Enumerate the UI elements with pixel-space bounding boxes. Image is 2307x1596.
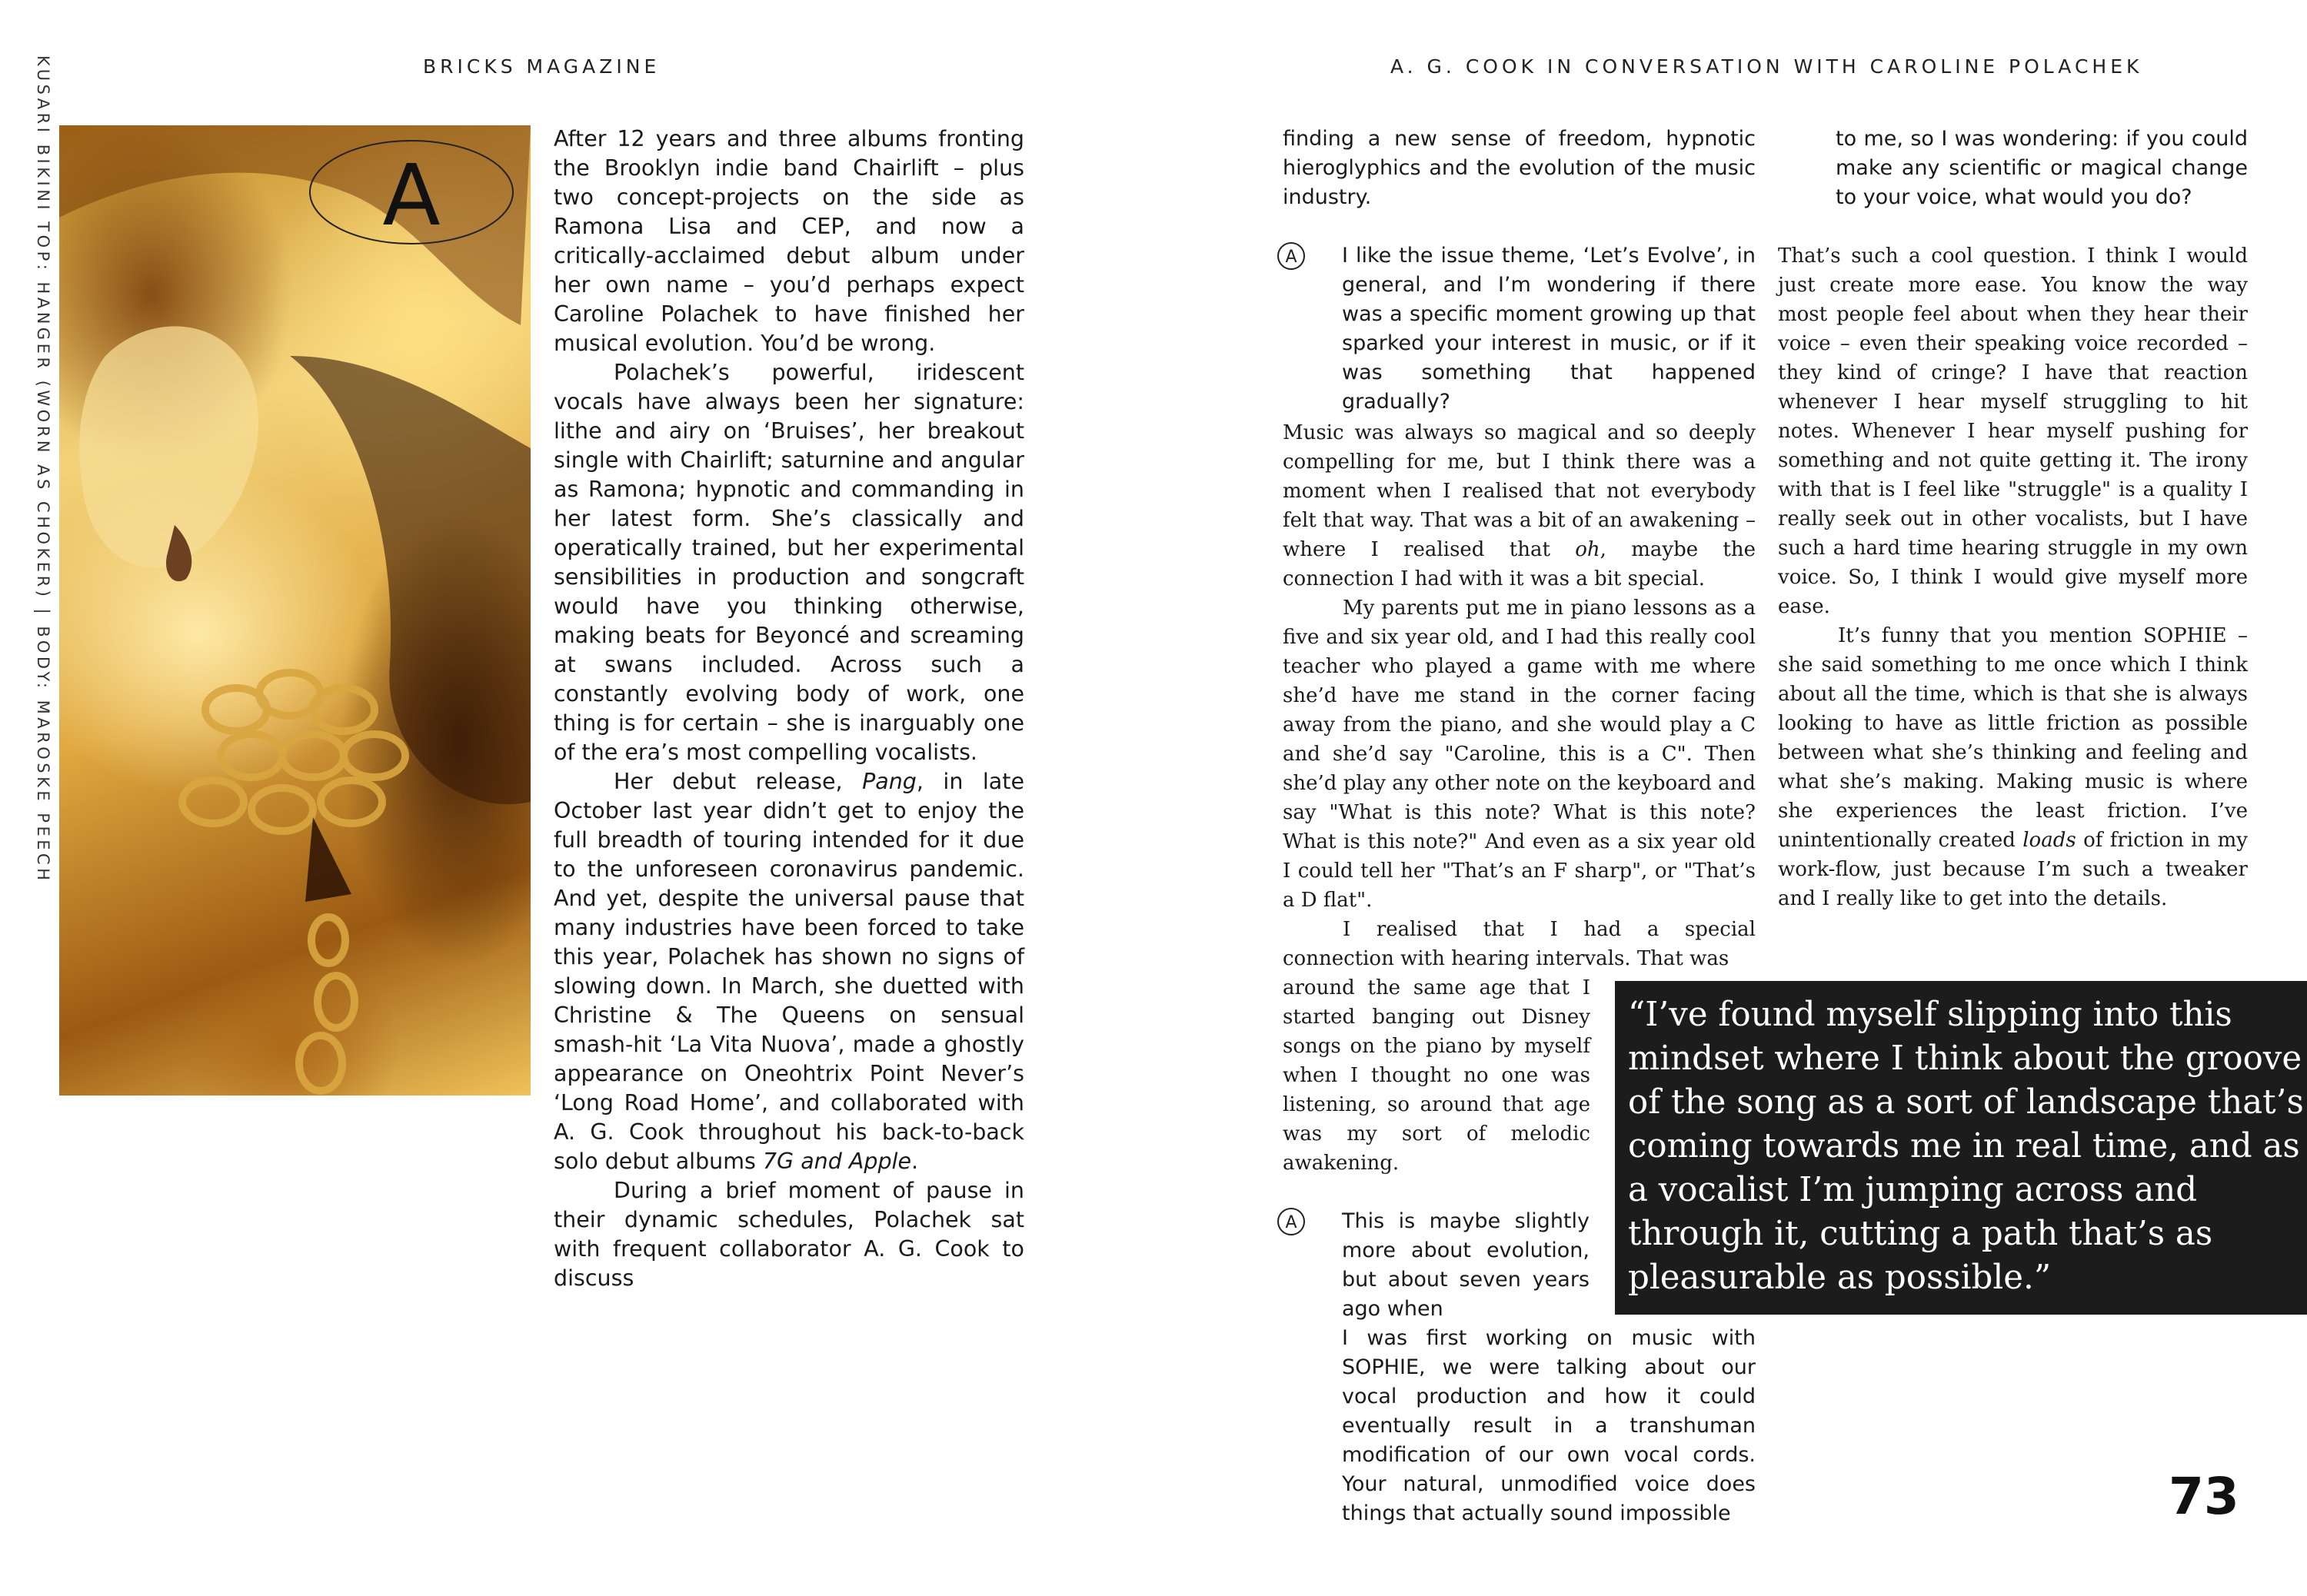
cover-photo [59, 125, 531, 1096]
intro-continuation: finding a new sense of freedom, hypnotic hieroglyphics and the evolution of the music industry. [1283, 127, 1756, 209]
logo-letter: A [382, 146, 441, 244]
answer-3-continued: around the same age that I started banging out Disney songs on the piano by myself when I thought no one was listening, so around that age was my sort of melodic awakening. [1283, 976, 1590, 1175]
answer-1: Music was always so magical and so deeply compelling for me, but I think there was a moment when I realised that not everybody felt that way. That was a bit of an awakening – where I realised that oh, maybe the connection I had with it was a bit special. [1283, 421, 1756, 590]
photo-credit: KUSARI BIKINI TOP: HANGER (WORN AS CHOKER) | BODY: MAROSKE PEECH [34, 55, 52, 884]
intro-paragraph-1: After 12 years and three albums fronting the Brooklyn indie band Chairlift – plus two concept-projects on the side as Ramona Lisa and CEP, and now a critically-acclaimed debut album under her own name – you’d perhaps expect Caroline Polachek to have finished her musical evolution. You’d be wrong. [554, 126, 1024, 356]
question-2: This is maybe slightly more about evolution, but about seven years ago when [1342, 1209, 1590, 1321]
page-number: 73 [2169, 1467, 2239, 1526]
intro-paragraph-3: Her debut release, Pang, in late October last year didn’t get to enjoy the full breadth of touring intended for it due to the unforeseen coronavirus pandemic. And yet, despite the universal pause that many industries have been forced to take this year, Polachek has shown no signs of slowing down. In March, she duetted with Christine & The Queens on sensual smash-hit ‘La Vita Nuova’, made a ghostly appearance on Oneohtrix Point Never’s ‘Long Road Home’, and collaborated with A. G. Cook throughout his back-to-back solo debut albums 7G and Apple. [554, 769, 1024, 1174]
question-marker-icon [1277, 241, 1306, 271]
magazine-name: BRICKS MAGAZINE [423, 55, 661, 78]
article-title-header: A. G. COOK IN CONVERSATION WITH CAROLINE POLACHEK [1390, 55, 2143, 78]
answer-2: My parents put me in piano lessons as a five and six year old, and I had this really cool teacher who played a game with me where she’d have me stand in the corner facing away from the piano, and she would play a C and she’d say "Caroline, this is a C". Then she’d play any other note on the keyboard and say "What is this note? What is this note? What is this note?" And even as a six year old I could tell her "That’s an F sharp", or "That’s a D flat". [1283, 597, 1756, 912]
answer-3: I realised that I had a special connection with hearing intervals. That was [1283, 918, 1756, 970]
answer-4: That’s such a cool question. I think I would just create more ease. You know the way most people feel about when they hear their voice – even their speaking voice recorded – they kind of cringe? I have that reaction whenever I hear myself struggling to hit notes. Whenever I hear myself pushing for something and not quite getting it. The irony with that is I feel like "struggle" is a quality I really seek out in other vocalists, but I have such a hard time hearing struggle in my own voice. So, I think I would give myself more ease. [1778, 244, 2248, 618]
svg-text:A: A [1285, 1213, 1297, 1232]
question-1: I like the issue theme, ‘Let’s Evolve’, in general, and I’m wondering if there was a specific moment growing up that sparked your interest in music, or if it was something that happened gradually? [1342, 244, 1756, 414]
pull-quote: “I’ve found myself slipping into this mindset where I think about the groove of the song as a sort of landscape that’s coming towards me in real time, and as a vocalist I’m jumping across and through it, cutting a path that’s as pleasurable as possible.” [1628, 996, 2304, 1297]
question-2-continued: I was first working on music with SOPHIE, we were talking about our vocal production and how it could eventually result in a transhuman modification of our own vocal cords. Your natural, unmodified voice does things that actually sound impossible [1342, 1326, 1756, 1525]
answer-1-block [1283, 418, 1756, 973]
answer-5: It’s funny that you mention SOPHIE – she said something to me once which I think about all the time, which is that she is always looking to have as little friction as possible between what she’s thinking and feeling and what she’s making. Making music is where she experiences the least friction. I’ve unintentionally created loads of friction in my work-flow, just because I’m such a tweaker and I really like to get into the details. [1778, 624, 2248, 910]
intro-column [554, 125, 1024, 1293]
svg-text:A: A [1285, 248, 1297, 267]
intro-paragraph-4: During a brief moment of pause in their dynamic schedules, Polachek sat with frequent collaborator A. G. Cook to discuss [554, 1178, 1024, 1291]
issue-letter-logo [308, 138, 515, 246]
photo-illustration [59, 125, 531, 1096]
question-2-end: to me, so I was wondering: if you could make any scientific or magical change to your voice, what would you do? [1836, 127, 2248, 209]
question-marker-icon [1277, 1207, 1306, 1236]
answer-4-block [1778, 241, 2248, 913]
intro-paragraph-2: Polachek’s powerful, iridescent vocals have always been her signature: lithe and airy on ‘Bruises’, her breakout single with Chairlift; saturnine and angular as Ramona; hypnotic and commanding in her latest form. She’s classically and operatically trained, but her experimental sensibilities in production and songcraft would have you thinking otherwise, making beats for Beyoncé and screaming at swans included. Across such a constantly evolving body of work, one thing is for certain – she is inarguably one of the era’s most compelling vocalists. [554, 360, 1024, 765]
